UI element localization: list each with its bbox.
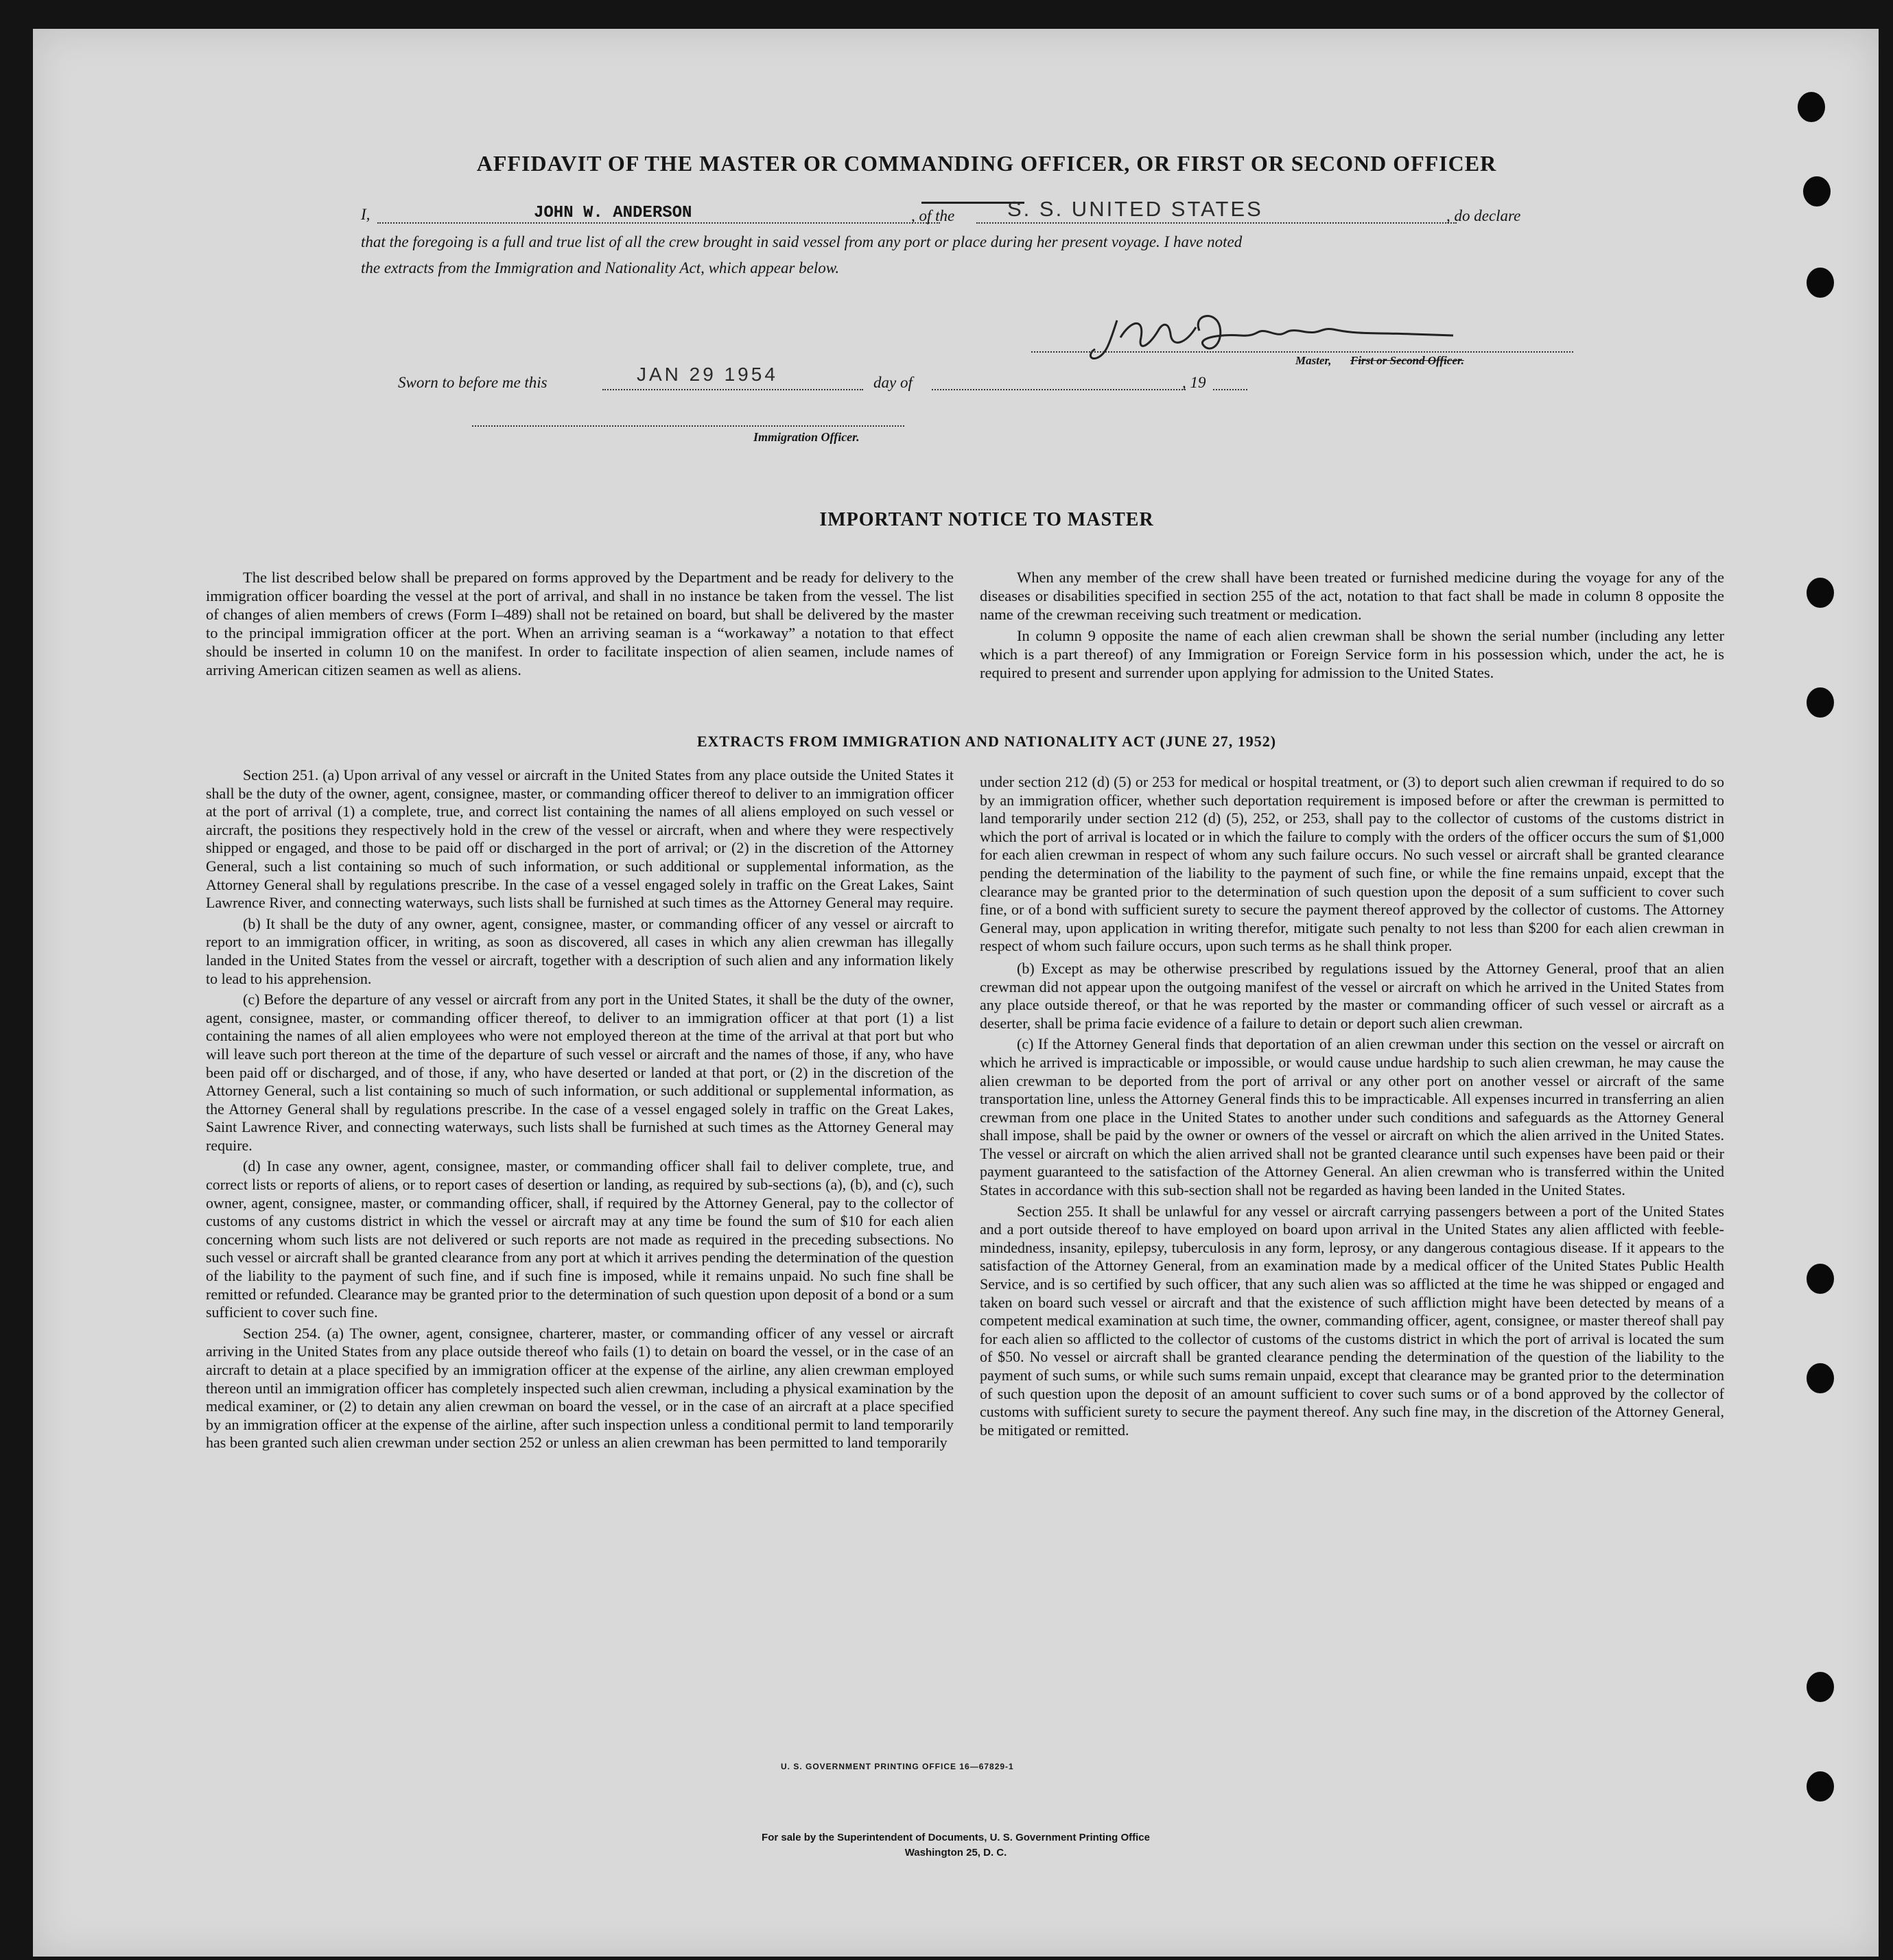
extract-paragraph: (b) Except as may be otherwise prescribed by regulations issued by the Attorney General, proof that an alien crewman did not appear upon the outgoing manifest of the vessel or aircraft on which he arrived in the United States from any place outside thereof, or that he was reported by the master or commanding officer of such vessel or aircraft as a deserter, shall be prima facie evidence of a failure to detain or deport such alien crewman.: [980, 959, 1724, 1032]
declaration-line-1: that the foregoing is a full and true list of all the crew brought in said vessel from any port or place during her present voyage. I have noted: [361, 233, 1243, 250]
binder-hole: [1807, 1771, 1834, 1802]
document-page: [33, 29, 1879, 1957]
name-dotline: [377, 222, 940, 224]
binder-hole: [1807, 1363, 1834, 1393]
of-the-label: , of the: [911, 207, 955, 224]
binder-hole: [1807, 578, 1834, 608]
do-declare-label: , do declare: [1446, 207, 1521, 224]
vessel-name: S. S. UNITED STATES: [1007, 197, 1263, 221]
day-of-label: day of: [873, 374, 913, 391]
binder-hole: [1807, 687, 1834, 718]
sworn-day-dotline: [602, 389, 863, 390]
extract-paragraph: under section 212 (d) (5) or 253 for medical or hospital treatment, or (3) to deport such alien crewman if required to do so by an immigration officer, whether such deportation requirement is imposed before or after the crewman is permitted to land temporarily under section 212 (d) (5), 252, or 253, shall pay to the collector of customs of the customs district in which the port of arrival is located or in which the failure to comply with the orders of the officer occurs the sum of $1,000 for each alien crewman in respect of whom any such failure occurs. No such vessel or aircraft shall be granted clearance pending the determination of the liability to the payment of such fine, or while the fine remains unpaid, except that the clearance may be granted prior to the determination of such question upon the deposit of a sum sufficient to cover such fine, or of a bond with sufficient surety to secure the payment thereof approved by the collector of customs. The Attorney General may, upon application in writing therefor, mitigate such penalty to not less than $200 for each alien crewman in respect of whom such failure occurs, upon such terms as he shall think proper.: [980, 773, 1724, 955]
master-label: Master,: [1295, 354, 1332, 367]
vessel-dotline: [976, 222, 1457, 224]
notice-right-paragraph-2: In column 9 opposite the name of each alien crewman shall be shown the serial number (including any letter which is a part thereof) of any Immigration or Foreign Service form in his possession which, under the act, he is required to present and surrender upon applying for admission to the United States.: [980, 627, 1724, 681]
year-dotline: [1213, 389, 1247, 390]
extract-paragraph: (d) In case any owner, agent, consignee, master, or commanding officer shall fail to deliver complete, true, and correct lists or reports of aliens, or to report cases of desertion or landing, as required by sub-sections (a), (b), and (c), such owner, agent, consignee, master, or commanding officer, shall, if required by the Attorney General, pay to the collector of customs of any customs district in which the vessel or aircraft may at any time be found the sum of $10 for each alien concerning whom such lists are not delivered or such reports are not made as required in the preceding subsections. No such vessel or aircraft shall be granted clearance from any port at which it arrives pending the determination of the question of the liability to the payment of such fine, and if such fine is imposed, while it remains unpaid. No such fine shall be remitted or refunded. Clearance may be granted prior to the determination of such question upon deposit of a bond or a sum sufficient to cover such fine.: [206, 1157, 954, 1321]
month-dotline: [932, 389, 1186, 390]
extract-paragraph: (c) Before the departure of any vessel or aircraft from any port in the United States, it shall be the duty of the owner, agent, consignee, master, or commanding officer thereof, to deliver to an immigration officer at that port (1) a list containing the names of all alien employees who were not employed thereon at the time of the arrival at that port but who will leave such port thereon at the time of the departure of such vessel or aircraft and the names of those, if any, who have been paid off or discharged, and of those, if any, who have deserted or landed at that port, or (2) in the discretion of the Attorney General, such a list containing so much of such information, or such additional or supplemental information, as the Attorney General shall by regulations prescribe. In the case of a vessel engaged solely in traffic on the Great Lakes, Saint Lawrence River, and connecting waterways, such lists shall be furnished at such times as the Attorney General may require.: [206, 991, 954, 1154]
year-label: , 19: [1182, 374, 1206, 391]
immigration-officer-label: Immigration Officer.: [753, 430, 860, 444]
extracts-right-column: [980, 773, 1724, 1442]
notice-right-paragraph-1: When any member of the crew shall have been treated or furnished medicine during the voyage for any of the diseases or disabilities specified in section 255 of the act, notation to that fact shall be made in column 8 opposite the name of the crewman receiving such treatment or medication.: [980, 569, 1724, 623]
sworn-label: Sworn to before me this: [398, 374, 548, 391]
notice-left-paragraph: The list described below shall be prepared on forms approved by the Department and be ready for delivery to the immigration officer boarding the vessel at the port of arrival, and shall in no instance be taken from the vessel. The list of changes of alien members of crews (Form I–489) shall not be retained on board, but shall be delivered by the master to the principal immigration officer at the port. When an arriving seaman is a “workaway” a notation to that effect should be inserted in column 10 on the manifest. In order to facilitate inspection of alien seamen, include names of arriving American citizen seamen as well as aliens.: [206, 569, 954, 678]
struck-officer-label: First or Second Officer.: [1350, 354, 1464, 367]
extract-paragraph: Section 251. (a) Upon arrival of any vessel or aircraft in the United States from any place outside the United States it shall be the duty of the owner, agent, consignee, master, or commanding officer thereof to deliver to an immigration officer at the port of arrival (1) a complete, true, and correct list containing the names of all aliens employed on such vessel or aircraft, the positions they respectively hold in the crew of the vessel or aircraft, when and where they were respectively shipped or engaged, and those to be paid off or discharged in the port of arrival; or (2) in the discretion of the Attorney General, such a list containing so much of such information, or such additional or supplemental information, as the Attorney General shall by regulations prescribe. In the case of a vessel engaged solely in traffic on the Great Lakes, Saint Lawrence River, and connecting waterways, such lists shall be furnished at such times as the Attorney General may require.: [206, 766, 954, 912]
i-label: I,: [361, 206, 371, 223]
gpo-line: U. S. GOVERNMENT PRINTING OFFICE 16—67829-1: [781, 1762, 1014, 1771]
extract-paragraph: Section 254. (a) The owner, agent, consignee, charterer, master, or commanding officer of any vessel or aircraft arriving in the United States from any place outside thereof who fails (1) to detain on board the vessel, or in the case of an aircraft to detain at a place specified by an immigration officer at the expense of the airline, any alien crewman employed thereon until an immigration officer has completely inspected such alien crewman, including a physical examination by the medical examiner, or (2) to detain any alien crewman on board the vessel, or in the case of an aircraft at a place specified by an immigration officer at the expense of the airline, after such inspection unless a conditional permit to land temporarily has been granted such alien crewman under section 252 or unless an alien crewman has been permitted to land temporarily: [206, 1324, 954, 1452]
notice-left-column: [206, 568, 954, 682]
binder-hole: [1798, 92, 1825, 122]
signature-dotline: [1031, 351, 1573, 353]
extracts-title: EXTRACTS FROM IMMIGRATION AND NATIONALITY ACT (JUNE 27, 1952): [696, 733, 1277, 750]
binder-hole: [1807, 1672, 1834, 1702]
extract-paragraph: (c) If the Attorney General finds that deportation of an alien crewman under this section on the vessel or aircraft on which he arrived is impracticable or impossible, or would cause undue hardship to such alien crewman, he may cause the alien crewman to be deported from the port of arrival or any other port on another vessel or aircraft of the same transportation line, unless the Attorney General finds this to be impracticable. All expenses incurred in transferring an alien crewman from one place in the United States to another under such conditions and safeguards as the Attorney General shall impose, shall be paid by the owner or owners of the vessel or aircraft on which the alien arrived in the United States. The vessel or aircraft on which the alien arrived shall not be granted clearance until such expenses have been paid or their payment guaranteed to the satisfaction of the Attorney General. An alien crewman who is transferred within the United States in accordance with this sub-section shall not be regarded as having been landed in the United States.: [980, 1035, 1724, 1199]
affidavit-title: AFFIDAVIT OF THE MASTER OR COMMANDING OFFICER, OR FIRST OR SECOND OFFICER: [476, 151, 1497, 176]
sworn-date-stamp: JAN 29 1954: [637, 364, 778, 385]
extracts-left-column: [206, 766, 954, 1455]
declaration-line-2: the extracts from the Immigration and Nationality Act, which appear below.: [361, 259, 840, 276]
binder-hole: [1807, 268, 1834, 298]
sale-line-2: Washington 25, D. C.: [904, 1847, 1007, 1858]
officer-dotline: [472, 425, 904, 427]
binder-hole: [1803, 176, 1831, 206]
extract-paragraph: (b) It shall be the duty of any owner, agent, consignee, master, or commanding officer of any vessel or aircraft to report to an immigration officer, in writing, as soon as discovered, all cases in which any alien crewman has illegally landed in the United States from the vessel or aircraft, together with a description of such alien and any information likely to lead to his apprehension.: [206, 914, 954, 987]
sale-line-1: For sale by the Superintendent of Documents, U. S. Government Printing Office: [762, 1832, 1150, 1843]
extract-paragraph: Section 255. It shall be unlawful for any vessel or aircraft carrying passengers between a port of the United States and a port outside thereof to have employed on board upon arrival in the United States any alien afflicted with feeble-mindedness, insanity, epilepsy, tuberculosis in any form, leprosy, or any dangerous contagious disease. If it appears to the satisfaction of the Attorney General, from an examination made by a medical officer of the United States Public Health Service, and is so certified by such officer, that any such alien was so afflicted at the time he was shipped or engaged and taken on board such vessel or aircraft and that the existence of such affliction might have been detected by means of a competent medical examination at such time, the owner, commanding officer, agent, consignee, or master thereof shall pay for each alien so afflicted to the collector of customs of the customs district in which the port of arrival is located the sum of $50. No vessel or aircraft shall be granted clearance pending the determination of the question of the liability to the payment of such sums, or while such sums remain unpaid, except that clearance may be granted prior to the determination of such question upon the deposit of an amount sufficient to cover such sums or of a bond approved by the collector of customs with sufficient surety to secure the payment thereof. Any such fine may, in the discretion of the Attorney General, be mitigated or remitted.: [980, 1202, 1724, 1439]
master-name: JOHN W. ANDERSON: [534, 204, 692, 222]
notice-right-column: [980, 568, 1724, 685]
notice-title: IMPORTANT NOTICE TO MASTER: [819, 509, 1154, 530]
binder-hole: [1807, 1264, 1834, 1294]
